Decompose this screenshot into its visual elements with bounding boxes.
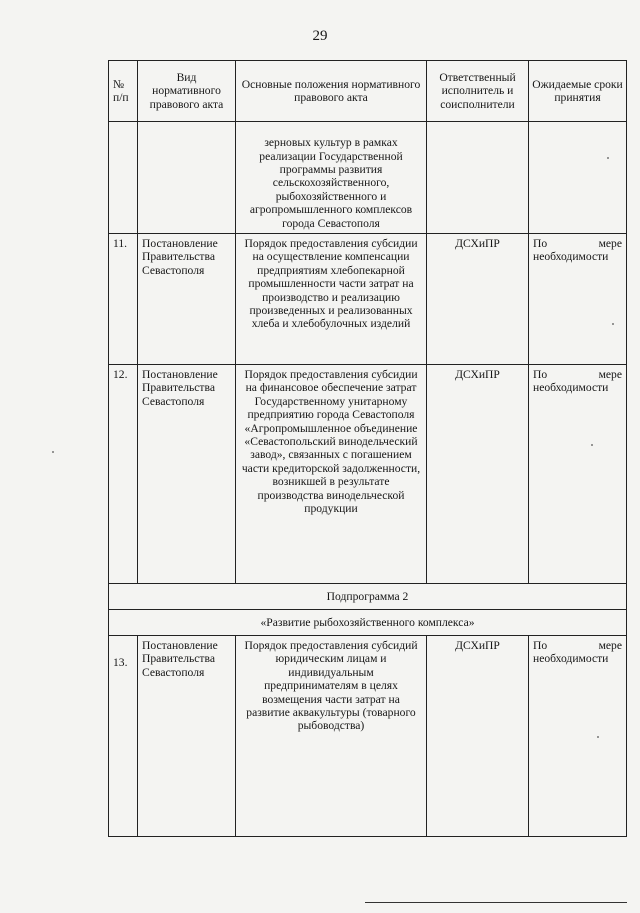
subprogram-label-row [109, 584, 627, 610]
row-number: 11. [109, 234, 138, 365]
table-row [109, 234, 627, 365]
footer-rule [365, 902, 627, 903]
subprogram-label: Подпрограмма 2 [109, 584, 627, 610]
header-responsible: Ответственный исполнитель и соисполнители [427, 61, 529, 122]
scan-speck [591, 444, 593, 446]
row-provisions: Порядок предоставления субсидий юридическим лицам и индивидуальным предпринимателям в целях возмещения части затрат на развитие аквакультуры (товарного рыбоводства) [236, 636, 427, 837]
continuation-provisions: зерновых культур в рамках реализации Государственной программы развития сельскохозяйственного, рыбохозяйственного и агропромышленного комплексов города Севастополя [236, 122, 427, 234]
scan-speck [612, 323, 614, 325]
row-responsible: ДСХиПР [427, 636, 529, 837]
table-row-continuation [109, 122, 627, 234]
subprogram-title: «Развитие рыбохозяйственного комплекса» [109, 610, 627, 636]
row-act-type: Постановление Правительства Севастополя [138, 636, 236, 837]
table-row [109, 636, 627, 837]
table-header-row [109, 61, 627, 122]
row-number: 13. [109, 636, 138, 837]
row-provisions: Порядок предоставления субсидии на осуществление компенсации предприятиям хлебопекарной промышленности части затрат на производство и реализацию произведенных и реализованных хлеба и хлебобулочных изделий [236, 234, 427, 365]
row-terms: По мере необходимости [529, 636, 627, 837]
row-terms: По мере необходимости [529, 234, 627, 365]
row-number: 12. [109, 365, 138, 584]
row-provisions: Порядок предоставления субсидии на финансовое обеспечение затрат Государственному унитарному предприятию города Севастополя «Агропромышленное объединение «Севастопольский винодельческий завод», связанных с погашением части кредиторской задолженности, возникшей в результате производства винодельческой продукции [236, 365, 427, 584]
header-num: № п/п [109, 61, 138, 122]
scan-speck [52, 451, 54, 453]
row-terms: По мере необходимости [529, 365, 627, 584]
header-provisions: Основные положения нормативного правового акта [236, 61, 427, 122]
row-responsible: ДСХиПР [427, 234, 529, 365]
page-number: 29 [312, 28, 328, 44]
scan-speck [607, 157, 609, 159]
row-act-type: Постановление Правительства Севастополя [138, 234, 236, 365]
subprogram-title-row [109, 610, 627, 636]
scan-speck [597, 736, 599, 738]
row-act-type: Постановление Правительства Севастополя [138, 365, 236, 584]
normative-acts-table [108, 60, 627, 837]
table-row [109, 365, 627, 584]
row-responsible: ДСХиПР [427, 365, 529, 584]
header-terms: Ожидаемые сроки принятия [529, 61, 627, 122]
header-act-type: Вид нормативного правового акта [138, 61, 236, 122]
